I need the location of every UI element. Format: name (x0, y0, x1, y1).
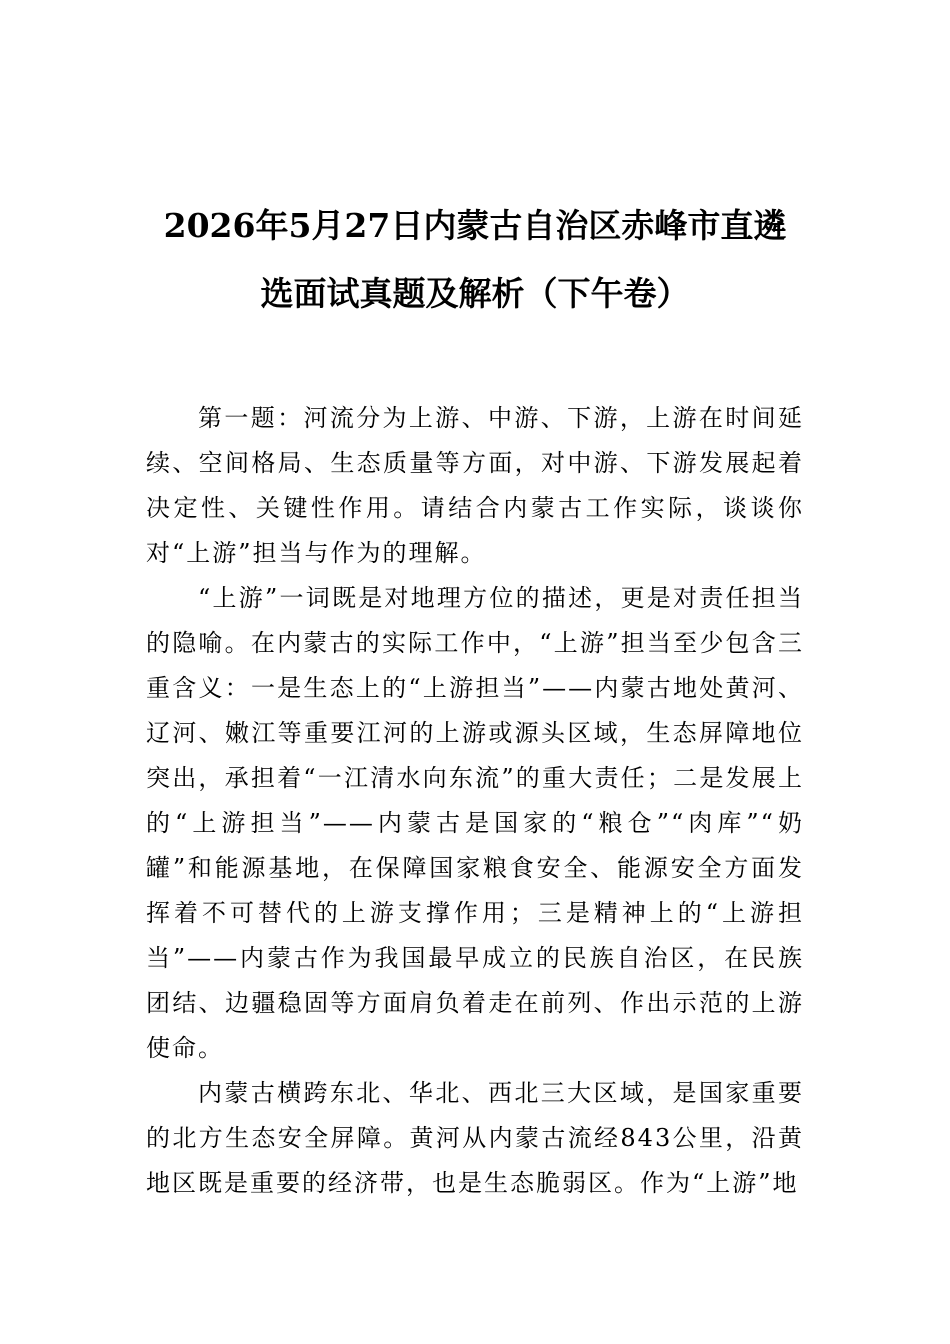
title-line-2: 选面试真题及解析（下午卷） (260, 274, 690, 313)
document-body (146, 396, 804, 1206)
paragraph-question-one: 第一题：河流分为上游、中游、下游，上游在时间延续、空间格局、生态质量等方面，对中游、下游发展起着决定性、关键性作用。请结合内蒙古工作实际，谈谈你对“上游”担当与作为的理解。 (146, 404, 804, 567)
document-title (146, 192, 804, 328)
paragraph-inner-mongolia: 内蒙古横跨东北、华北、西北三大区域，是国家重要的北方生态安全屏障。黄河从内蒙古流经843公里，沿黄地区既是重要的经济带，也是生态脆弱区。作为“上游”地 (146, 1079, 804, 1197)
title-line-1: 2026年5月27日内蒙古自治区赤峰市直遴 (163, 206, 787, 245)
paragraph-upstream-meaning: “上游”一词既是对地理方位的描述，更是对责任担当的隐喻。在内蒙古的实际工作中，“上游”担当至少包含三重含义：一是生态上的“上游担当”——内蒙古地处黄河、辽河、嫩江等重要江河的上游或源头区域，生态屏障地位突出，承担着“一江清水向东流”的重大责任；二是发展上的“上游担当”——内蒙古是国家的“粮仓”“肉库”“奶罐”和能源基地，在保障国家粮食安全、能源安全方面发挥着不可替代的上游支撑作用；三是精神上的“上游担当”——内蒙古作为我国最早成立的民族自治区，在民族团结、边疆稳固等方面肩负着走在前列、作出示范的上游使命。 (146, 584, 804, 1062)
